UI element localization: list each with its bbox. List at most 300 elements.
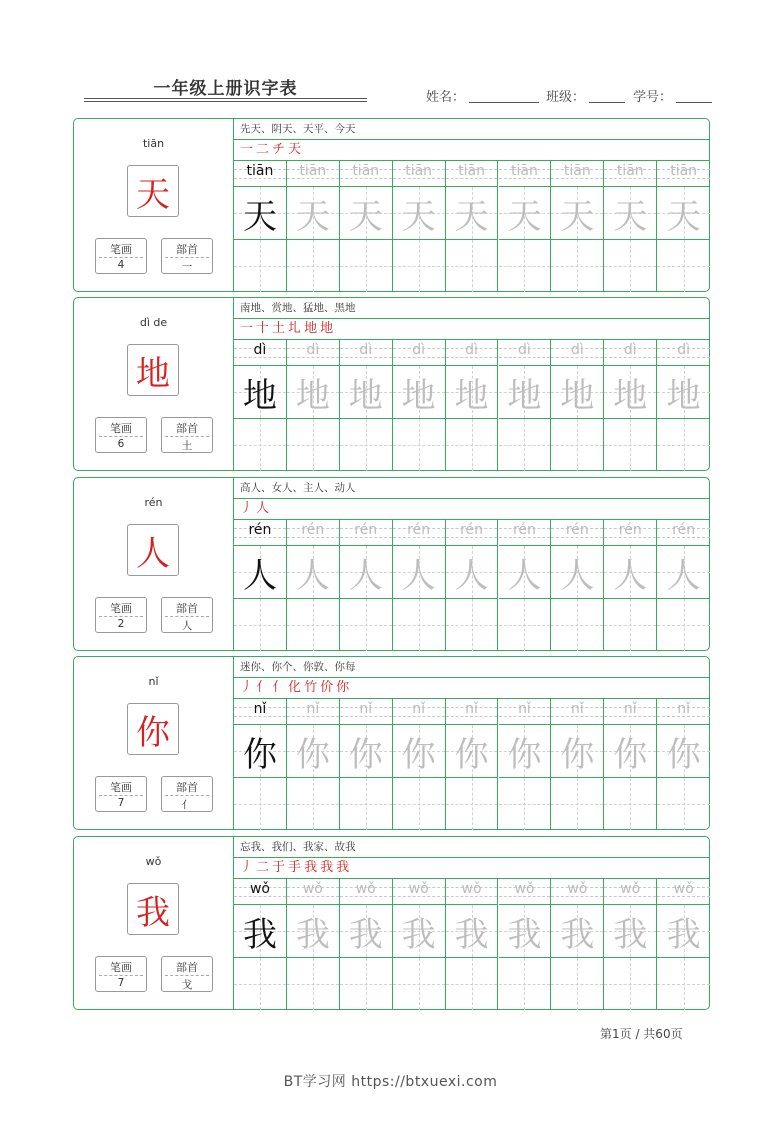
writing-cell[interactable] [551, 546, 604, 599]
pinyin-cell[interactable] [551, 339, 604, 366]
trace-pinyin: rén [407, 522, 431, 538]
trace-pinyin: wǒ [620, 881, 641, 897]
trace-pinyin: dì [677, 342, 691, 358]
pinyin-cell[interactable] [446, 878, 499, 905]
stroke-step: 地 [320, 321, 334, 336]
stroke-step: 化 [288, 680, 302, 695]
trace-char: 地 [560, 375, 595, 416]
writing-cell[interactable] [340, 905, 393, 958]
writing-cell[interactable] [393, 240, 446, 292]
pinyin-cell[interactable] [551, 698, 604, 725]
writing-cell[interactable] [234, 725, 287, 778]
writing-cell[interactable] [446, 366, 499, 419]
writing-cell[interactable] [657, 599, 710, 651]
writing-cell[interactable] [340, 419, 393, 471]
writing-cell[interactable] [657, 958, 710, 1010]
pinyin-cell[interactable] [551, 519, 604, 546]
trace-pinyin: nǐ [570, 701, 584, 717]
pinyin-cell[interactable] [287, 878, 340, 905]
pinyin-cell[interactable] [657, 698, 710, 725]
stroke-step: 丿 [240, 501, 254, 516]
char-pinyin: wǒ [145, 855, 162, 868]
pinyin-cell[interactable] [287, 339, 340, 366]
writing-cell[interactable] [234, 366, 287, 419]
writing-cell[interactable] [340, 725, 393, 778]
pinyin-cell[interactable] [551, 878, 604, 905]
pinyin-cell[interactable] [604, 878, 657, 905]
trace-char: 我 [613, 914, 648, 955]
writing-cell[interactable] [604, 187, 657, 240]
trace-pinyin: tiān [670, 163, 698, 179]
pinyin-cell[interactable] [604, 519, 657, 546]
practice-grid [234, 698, 709, 829]
trace-pinyin: tiān [299, 163, 327, 179]
stroke-step: 我 [304, 860, 318, 875]
trace-char: 我 [295, 914, 330, 955]
trace-char: 你 [560, 734, 595, 775]
pinyin-cell[interactable] [499, 519, 552, 546]
trace-pinyin: rén [354, 522, 378, 538]
pinyin-cell[interactable] [340, 878, 393, 905]
trace-char: 我 [401, 914, 436, 955]
writing-cell[interactable] [604, 778, 657, 830]
pinyin-cell[interactable] [446, 160, 499, 187]
writing-cell[interactable] [287, 958, 340, 1010]
trace-char: 地 [666, 375, 701, 416]
trace-char: 人 [507, 555, 542, 596]
pinyin-cell[interactable] [234, 339, 287, 366]
radical-label: 部首 [176, 602, 198, 615]
writing-cell[interactable] [604, 599, 657, 651]
writing-cell[interactable] [287, 905, 340, 958]
radical-value: 土 [181, 440, 193, 452]
writing-cell[interactable] [340, 778, 393, 830]
writing-cell[interactable] [604, 958, 657, 1010]
pinyin-cell[interactable] [287, 519, 340, 546]
writing-cell[interactable] [234, 958, 287, 1010]
pinyin-cell[interactable] [340, 698, 393, 725]
trace-pinyin: nǐ [306, 701, 320, 717]
writing-cell[interactable] [499, 958, 552, 1010]
practice-grid [234, 519, 709, 650]
stroke-step: 我 [320, 860, 334, 875]
trace-pinyin: rén [672, 522, 696, 538]
writing-cell[interactable] [340, 366, 393, 419]
trace-char: 我 [507, 914, 542, 955]
stroke-step: 土 [272, 321, 286, 336]
stroke-count-value: 6 [117, 438, 125, 450]
trace-pinyin: rén [301, 522, 325, 538]
practice-area [234, 657, 709, 829]
pinyin-cell[interactable] [604, 698, 657, 725]
stroke-count-box [95, 956, 147, 992]
writing-cell[interactable] [393, 905, 446, 958]
page-number: 第1页 / 共60页 [600, 1027, 683, 1041]
stroke-count-label: 笔画 [110, 961, 132, 974]
trace-char: 地 [242, 375, 277, 416]
class-field[interactable] [546, 86, 625, 105]
trace-pinyin: dì [253, 342, 267, 358]
pinyin-cell[interactable] [657, 339, 710, 366]
writing-cell[interactable] [234, 599, 287, 651]
pinyin-cell[interactable] [340, 519, 393, 546]
trace-pinyin: dì [306, 342, 320, 358]
writing-cell[interactable] [551, 240, 604, 292]
practice-area [234, 298, 709, 470]
trace-pinyin: rén [512, 522, 536, 538]
writing-cell[interactable] [446, 240, 499, 292]
stroke-step: 二 [256, 142, 270, 157]
pinyin-cell[interactable] [393, 519, 446, 546]
writing-cell[interactable] [234, 778, 287, 830]
stroke-step: 竹 [304, 680, 318, 695]
trace-char: 天 [560, 196, 595, 237]
trace-pinyin: wǒ [408, 881, 429, 897]
writing-cell[interactable] [657, 778, 710, 830]
trace-char: 地 [613, 375, 648, 416]
stroke-count-label: 笔画 [110, 422, 132, 435]
stroke-count-value: 4 [117, 259, 125, 271]
stroke-step: 于 [272, 860, 286, 875]
stroke-count-label: 笔画 [110, 781, 132, 794]
writing-cell[interactable] [604, 366, 657, 419]
trace-char: 你 [454, 734, 489, 775]
pinyin-cell[interactable] [234, 698, 287, 725]
trace-pinyin: tiān [352, 163, 380, 179]
trace-char: 你 [295, 734, 330, 775]
stroke-count-box [95, 417, 147, 453]
writing-cell[interactable] [340, 958, 393, 1010]
radical-box [161, 776, 213, 812]
writing-cell[interactable] [287, 546, 340, 599]
stroke-step: 十 [256, 321, 270, 336]
char-card [73, 297, 710, 471]
trace-char: 天 [613, 196, 648, 237]
writing-cell[interactable] [287, 366, 340, 419]
char-pinyin: dì de [139, 316, 168, 329]
writing-cell[interactable] [393, 778, 446, 830]
trace-char: 人 [613, 555, 648, 596]
writing-cell[interactable] [234, 905, 287, 958]
trace-pinyin: rén [248, 522, 272, 538]
writing-cell[interactable] [446, 546, 499, 599]
writing-cell[interactable] [499, 905, 552, 958]
example-words: 忘我、我们、我家、故我 [234, 837, 709, 858]
trace-pinyin: dì [465, 342, 478, 358]
pinyin-cell[interactable] [393, 878, 446, 905]
pinyin-cell[interactable] [446, 519, 499, 546]
writing-cell[interactable] [499, 366, 552, 419]
pinyin-cell[interactable] [393, 339, 446, 366]
writing-cell[interactable] [287, 778, 340, 830]
writing-cell[interactable] [499, 546, 552, 599]
radical-box [161, 597, 213, 633]
writing-cell[interactable] [446, 187, 499, 240]
stroke-count-value: 7 [117, 977, 125, 989]
stroke-step: 二 [256, 860, 270, 875]
stroke-step: 天 [288, 142, 302, 157]
radical-box [161, 956, 213, 992]
trace-pinyin: nǐ [623, 701, 637, 717]
stroke-order [234, 139, 709, 161]
trace-char: 天 [348, 196, 383, 237]
name-label: 姓名： [426, 90, 466, 105]
writing-cell[interactable] [340, 546, 393, 599]
trace-char: 天 [666, 196, 701, 237]
writing-cell[interactable] [234, 187, 287, 240]
trace-pinyin: dì [518, 342, 531, 358]
writing-cell[interactable] [446, 958, 499, 1010]
trace-pinyin: nǐ [253, 701, 267, 717]
radical-value: 人 [181, 620, 193, 632]
stroke-count-label: 笔画 [110, 243, 132, 256]
example-words: 先天、阴天、天平、今天 [234, 119, 709, 140]
writing-cell[interactable] [604, 546, 657, 599]
trace-char: 地 [454, 375, 489, 416]
writing-cell[interactable] [657, 546, 710, 599]
pinyin-cell[interactable] [499, 698, 552, 725]
pinyin-cell[interactable] [287, 160, 340, 187]
pinyin-cell[interactable] [446, 698, 499, 725]
trace-char: 你 [507, 734, 542, 775]
char-info-panel [74, 119, 234, 291]
pinyin-cell[interactable] [499, 339, 552, 366]
writing-cell[interactable] [287, 419, 340, 471]
radical-box [161, 238, 213, 274]
stroke-order [234, 677, 709, 699]
trace-pinyin: tiān [511, 163, 538, 179]
writing-cell[interactable] [287, 240, 340, 292]
writing-cell[interactable] [234, 546, 287, 599]
writing-cell[interactable] [446, 419, 499, 471]
trace-char: 天 [295, 196, 330, 237]
stroke-order [234, 318, 709, 340]
char-info-panel [74, 478, 234, 650]
writing-cell[interactable] [604, 725, 657, 778]
char-info-panel [74, 657, 234, 829]
trace-pinyin: tiān [246, 163, 274, 179]
title-underline [84, 101, 367, 102]
trace-char: 地 [507, 375, 542, 416]
writing-cell[interactable] [446, 599, 499, 651]
char-card [73, 477, 710, 651]
stroke-count-box [95, 238, 147, 274]
char-display: 我 [127, 883, 179, 935]
char-pinyin: tiān [142, 137, 165, 150]
trace-pinyin: rén [565, 522, 589, 538]
writing-cell[interactable] [657, 419, 710, 471]
stroke-count-value: 7 [117, 797, 125, 809]
pinyin-cell[interactable] [604, 160, 657, 187]
writing-cell[interactable] [393, 187, 446, 240]
pinyin-cell[interactable] [657, 878, 710, 905]
writing-cell[interactable] [340, 599, 393, 651]
pinyin-cell[interactable] [657, 160, 710, 187]
writing-cell[interactable] [393, 366, 446, 419]
stroke-step: 你 [336, 680, 350, 695]
trace-char: 人 [348, 555, 383, 596]
trace-pinyin: tiān [458, 163, 485, 179]
practice-grid [234, 339, 709, 470]
trace-pinyin: wǒ [302, 881, 323, 897]
writing-cell[interactable] [234, 240, 287, 292]
writing-cell[interactable] [287, 599, 340, 651]
writing-cell[interactable] [393, 546, 446, 599]
pinyin-cell[interactable] [604, 339, 657, 366]
stroke-count-box [95, 776, 147, 812]
trace-char: 人 [666, 555, 701, 596]
radical-label: 部首 [176, 781, 198, 794]
char-display: 地 [127, 344, 179, 396]
pinyin-cell[interactable] [657, 519, 710, 546]
trace-pinyin: wǒ [249, 881, 270, 897]
trace-char: 你 [666, 734, 701, 775]
page-title: 一年级上册识字表 [153, 79, 298, 99]
writing-cell[interactable] [340, 187, 393, 240]
writing-cell[interactable] [393, 419, 446, 471]
trace-char: 人 [401, 555, 436, 596]
char-card [73, 118, 710, 292]
writing-cell[interactable] [499, 599, 552, 651]
trace-char: 天 [454, 196, 489, 237]
name-field[interactable] [426, 86, 539, 105]
trace-char: 天 [507, 196, 542, 237]
footer-watermark: BT学习网 https://btxuexi.com [283, 1074, 498, 1090]
char-info-panel [74, 298, 234, 470]
trace-char: 我 [348, 914, 383, 955]
pinyin-cell[interactable] [499, 878, 552, 905]
writing-cell[interactable] [340, 240, 393, 292]
stroke-step: 手 [288, 860, 302, 875]
writing-cell[interactable] [657, 905, 710, 958]
trace-char: 我 [242, 914, 277, 955]
writing-cell[interactable] [551, 778, 604, 830]
trace-pinyin: dì [570, 342, 584, 358]
pinyin-cell[interactable] [340, 160, 393, 187]
radical-label: 部首 [176, 422, 198, 435]
trace-char: 你 [348, 734, 383, 775]
trace-char: 我 [560, 914, 595, 955]
pinyin-cell[interactable] [499, 160, 552, 187]
writing-cell[interactable] [393, 725, 446, 778]
stroke-step: 价 [320, 680, 334, 695]
writing-cell[interactable] [657, 187, 710, 240]
pinyin-cell[interactable] [446, 339, 499, 366]
stroke-step: 丿 [240, 860, 254, 875]
trace-char: 我 [454, 914, 489, 955]
writing-cell[interactable] [446, 778, 499, 830]
pinyin-cell[interactable] [234, 519, 287, 546]
radical-label: 部首 [176, 243, 198, 256]
writing-cell[interactable] [604, 240, 657, 292]
writing-cell[interactable] [446, 725, 499, 778]
practice-area [234, 119, 709, 291]
writing-cell[interactable] [657, 240, 710, 292]
trace-pinyin: wǒ [355, 881, 376, 897]
writing-cell[interactable] [499, 187, 552, 240]
char-display: 你 [127, 703, 179, 755]
stroke-step: 圠 [288, 321, 302, 336]
writing-cell[interactable] [604, 419, 657, 471]
pinyin-cell[interactable] [393, 698, 446, 725]
stroke-step: 亻 [272, 680, 286, 695]
practice-grid [234, 160, 709, 291]
writing-cell[interactable] [551, 419, 604, 471]
example-words: 高人、女人、主人、动人 [234, 478, 709, 499]
stroke-step: 丿 [240, 680, 254, 695]
writing-cell[interactable] [657, 366, 710, 419]
pinyin-cell[interactable] [234, 878, 287, 905]
stroke-order [234, 857, 709, 879]
stroke-step: 地 [304, 321, 318, 336]
trace-pinyin: nǐ [359, 701, 373, 717]
pinyin-cell[interactable] [234, 160, 287, 187]
writing-cell[interactable] [446, 905, 499, 958]
trace-char: 你 [242, 734, 277, 775]
stroke-order [234, 498, 709, 520]
writing-cell[interactable] [499, 419, 552, 471]
char-card [73, 656, 710, 830]
stroke-count-label: 笔画 [110, 602, 132, 615]
trace-pinyin: dì [623, 342, 637, 358]
writing-cell[interactable] [393, 958, 446, 1010]
practice-area [234, 478, 709, 650]
trace-char: 人 [242, 555, 277, 596]
char-pinyin: rén [144, 496, 163, 509]
trace-char: 地 [295, 375, 330, 416]
writing-cell[interactable] [234, 419, 287, 471]
trace-char: 人 [295, 555, 330, 596]
trace-pinyin: rén [618, 522, 642, 538]
stroke-count-box [95, 597, 147, 633]
pinyin-cell[interactable] [551, 160, 604, 187]
pinyin-cell[interactable] [340, 339, 393, 366]
trace-pinyin: dì [359, 342, 373, 358]
writing-cell[interactable] [499, 778, 552, 830]
radical-label: 部首 [176, 961, 198, 974]
writing-cell[interactable] [551, 599, 604, 651]
pinyin-cell[interactable] [393, 160, 446, 187]
writing-cell[interactable] [393, 599, 446, 651]
writing-cell[interactable] [287, 187, 340, 240]
writing-cell[interactable] [499, 725, 552, 778]
writing-cell[interactable] [657, 725, 710, 778]
writing-cell[interactable] [551, 366, 604, 419]
trace-pinyin: wǒ [514, 881, 535, 897]
writing-cell[interactable] [551, 905, 604, 958]
trace-char: 天 [242, 196, 277, 237]
student-no-label: 学号： [633, 90, 673, 105]
stroke-step: 我 [336, 860, 350, 875]
stroke-step: 一 [240, 321, 254, 336]
trace-char: 天 [401, 196, 436, 237]
writing-cell[interactable] [604, 905, 657, 958]
student-no-field[interactable] [633, 86, 712, 105]
trace-pinyin: nǐ [465, 701, 478, 717]
trace-pinyin: tiān [405, 163, 433, 179]
writing-cell[interactable] [287, 725, 340, 778]
char-card [73, 836, 710, 1010]
title-underline [84, 98, 367, 99]
class-label: 班级： [546, 90, 586, 105]
pinyin-cell[interactable] [287, 698, 340, 725]
writing-cell[interactable] [551, 187, 604, 240]
writing-cell[interactable] [551, 725, 604, 778]
writing-cell[interactable] [499, 240, 552, 292]
writing-cell[interactable] [551, 958, 604, 1010]
char-pinyin: nǐ [148, 675, 159, 688]
radical-box [161, 417, 213, 453]
